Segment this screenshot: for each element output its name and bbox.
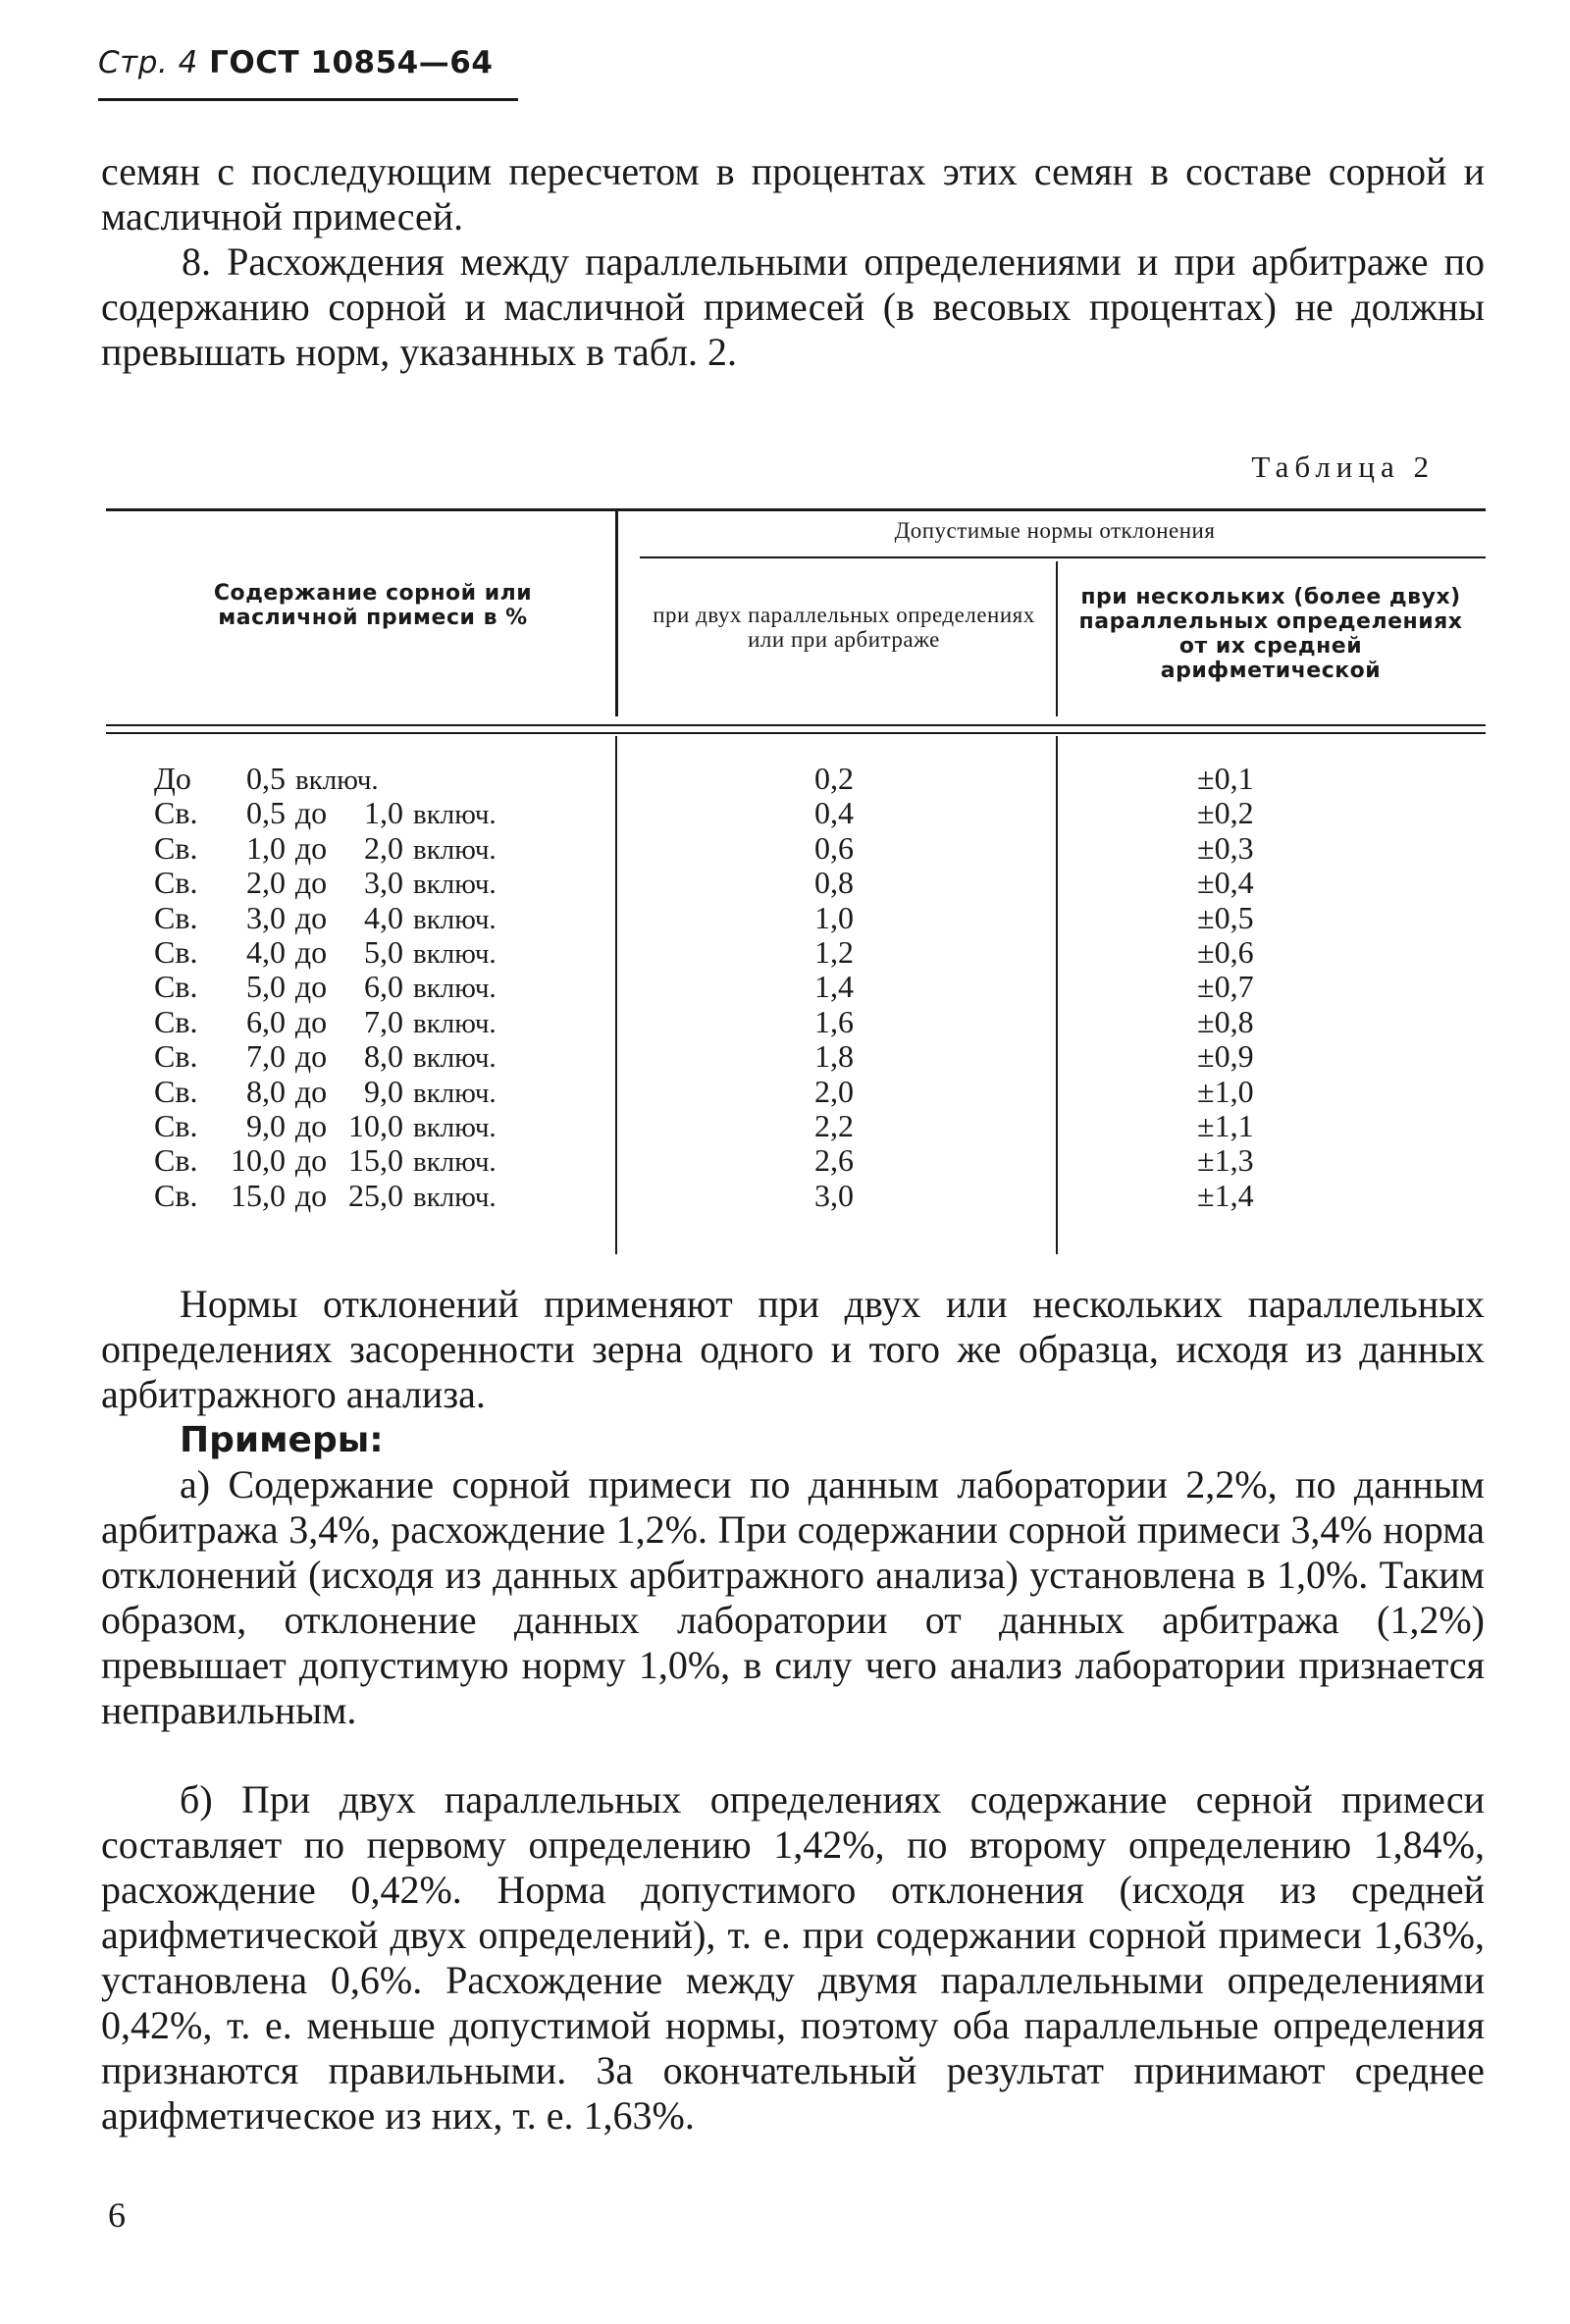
two-parallel-cell: 1,4 — [814, 969, 854, 1005]
range-k: включ. — [413, 937, 497, 970]
range-cell — [154, 935, 497, 972]
header-several-parallel: при нескольких (более двух) параллельных определениях от их средней арифметической — [1078, 585, 1463, 683]
range-k: включ. — [413, 799, 497, 831]
range-do: до — [294, 865, 328, 901]
two-parallel-cell: 3,0 — [814, 1177, 854, 1213]
examples-title: Примеры: — [180, 1420, 384, 1460]
range-do: до — [294, 1177, 328, 1213]
range-do: до — [294, 933, 328, 970]
range-pre: Св. — [154, 899, 198, 935]
range-b: 2,0 — [364, 829, 403, 866]
two-parallel-cell: 2,6 — [814, 1142, 854, 1179]
table-header-rule-2 — [106, 732, 1486, 734]
several-parallel-cell: ±0,2 — [1197, 795, 1254, 831]
range-b: 6,0 — [364, 969, 403, 1005]
example-a: а) Содержание сорной примеси по данным лаборатории 2,2%, по данным арбитража 3,4%, расхождение 1,2%. При содержании сорной примеси 3,4% норма отклонений (исходя из данных арбитражного анализа) установлена в 1,0%. Таким образом, отклонение данных лаборатории от данных арбитража (1,2%) превышает допустимую норму 1,0%, в силу чего анализ лаборатории признается неправильным. — [101, 1462, 1485, 1732]
range-b: 25,0 — [348, 1177, 403, 1213]
table-row — [0, 831, 1570, 866]
range-b: 5,0 — [364, 933, 403, 970]
range-k: включ. — [413, 1007, 497, 1039]
two-parallel-cell: 1,0 — [814, 899, 854, 935]
range-pre: До — [154, 761, 191, 796]
two-parallel-cell: 0,6 — [814, 829, 854, 866]
range-b: 3,0 — [364, 865, 403, 901]
range-b: 1,0 — [364, 795, 403, 831]
table-top-rule — [106, 508, 1486, 511]
table-group-rule — [640, 556, 1486, 558]
range-k: включ. — [413, 1181, 497, 1213]
several-parallel-cell: ±0,1 — [1197, 761, 1254, 796]
paragraph-continuation: семян с последующим пересчетом в процентах этих семян в составе сорной и масличной примесей. — [101, 149, 1485, 238]
table-row — [0, 762, 1570, 796]
range-a: 0,5 — [246, 761, 286, 796]
page-header-prefix: Стр. 4 — [98, 45, 198, 80]
range-cell — [154, 1109, 497, 1145]
table-vline-2 — [1056, 561, 1058, 716]
header-rule — [98, 98, 518, 101]
several-parallel-cell: ±1,3 — [1197, 1142, 1254, 1179]
range-a: 15,0 — [231, 1177, 286, 1213]
several-parallel-cell: ±1,4 — [1197, 1177, 1254, 1213]
range-cell — [154, 1179, 497, 1215]
range-b: 9,0 — [364, 1073, 403, 1109]
range-k: включ. — [413, 903, 497, 935]
range-do: до — [294, 829, 328, 866]
range-pre: Св. — [154, 969, 198, 1005]
range-a: 10,0 — [231, 1142, 286, 1179]
range-pre: Св. — [154, 1107, 198, 1143]
table-row — [0, 1039, 1570, 1074]
table-row — [0, 1143, 1570, 1178]
two-parallel-cell: 1,8 — [814, 1038, 854, 1075]
range-do: до — [294, 795, 328, 831]
range-b: 7,0 — [364, 1003, 403, 1039]
header-two-parallel: при двух параллельных определениях или при арбитраже — [653, 603, 1035, 652]
header-group: Допустимые нормы отклонения — [894, 518, 1216, 543]
range-a: 2,0 — [246, 865, 286, 901]
range-k: включ. — [413, 1042, 497, 1075]
range-cell — [154, 901, 497, 937]
range-do: до — [294, 1073, 328, 1109]
range-a: 0,5 — [246, 795, 286, 831]
range-a: 4,0 — [246, 933, 286, 970]
table-row — [0, 796, 1570, 830]
range-cell — [154, 796, 497, 832]
range-b: 15,0 — [348, 1142, 403, 1179]
table-row — [0, 1005, 1570, 1039]
several-parallel-cell: ±0,4 — [1197, 865, 1254, 901]
range-cell — [154, 831, 497, 868]
example-b: б) При двух параллельных определениях содержание серной примеси составляет по первому определению 1,42%, по второму определению 1,84%, расхождение 0,42%. Норма допустимого отклонения (исходя из средней арифметической двух определений), т. е. при содержании сорной примеси 1,63%, установлена 0,6%. Расхождение между двумя параллельными определениями 0,42%, т. е. меньше допустимой нормы, поэтому оба параллельные определения признаются правильными. За окончательный результат принимают среднее арифметическое из них, т. е. 1,63%. — [101, 1777, 1485, 2138]
range-do: до — [294, 1038, 328, 1075]
two-parallel-cell: 1,2 — [814, 933, 854, 970]
page-number: 6 — [108, 2195, 126, 2235]
range-b: 4,0 — [364, 899, 403, 935]
range-pre: Св. — [154, 1003, 198, 1039]
table-row — [0, 1109, 1570, 1143]
table-body — [0, 762, 1570, 1213]
range-cell — [154, 1143, 497, 1180]
range-a: 5,0 — [246, 969, 286, 1005]
table-row — [0, 1075, 1570, 1109]
range-b: 8,0 — [364, 1038, 403, 1075]
table-caption: Таблица 2 — [1251, 449, 1435, 484]
two-parallel-cell: 1,6 — [814, 1003, 854, 1039]
table-row — [0, 1179, 1570, 1213]
several-parallel-cell: ±0,6 — [1197, 933, 1254, 970]
range-pre: Св. — [154, 1073, 198, 1109]
table-vline-1 — [615, 508, 618, 716]
range-do: до — [294, 1107, 328, 1143]
header-content: Содержание сорной или масличной примеси в % — [213, 581, 533, 630]
two-parallel-cell: 0,4 — [814, 795, 854, 831]
range-a: 6,0 — [246, 1003, 286, 1039]
table-row — [0, 935, 1570, 970]
range-k: включ. — [413, 1077, 497, 1109]
range-pre: Св. — [154, 1038, 198, 1075]
range-cell — [154, 1075, 497, 1111]
several-parallel-cell: ±1,1 — [1197, 1107, 1254, 1143]
two-parallel-cell: 0,8 — [814, 865, 854, 901]
range-pre: Св. — [154, 829, 198, 866]
range-pre: Св. — [154, 1142, 198, 1179]
range-pre: Св. — [154, 1177, 198, 1213]
range-cell — [154, 970, 497, 1006]
range-a: 8,0 — [246, 1073, 286, 1109]
two-parallel-cell: 2,0 — [814, 1073, 854, 1109]
range-k: включ. — [413, 1111, 497, 1143]
paragraph-8: 8. Расхождения между параллельными определениями и при арбитраже по содержанию сорной и масличной примесей (в весовых процентах) не должны превышать норм, указанных в табл. 2. — [101, 239, 1485, 374]
range-cell — [154, 762, 379, 798]
table-row — [0, 970, 1570, 1004]
range-k: включ. — [413, 973, 497, 1005]
two-parallel-cell: 0,2 — [814, 761, 854, 796]
range-a: 7,0 — [246, 1038, 286, 1075]
range-cell — [154, 1005, 497, 1041]
range-cell — [154, 1039, 497, 1076]
range-b: 10,0 — [348, 1107, 403, 1143]
several-parallel-cell: ±0,9 — [1197, 1038, 1254, 1075]
range-a: 9,0 — [246, 1107, 286, 1143]
range-do: до — [294, 1003, 328, 1039]
several-parallel-cell: ±0,3 — [1197, 829, 1254, 866]
table-header-rule-1 — [106, 724, 1486, 726]
range-do: до — [294, 899, 328, 935]
range-pre: Св. — [154, 933, 198, 970]
range-k: включ. — [413, 869, 497, 901]
range-do: до — [294, 969, 328, 1005]
range-pre: Св. — [154, 795, 198, 831]
range-do: до — [294, 1142, 328, 1179]
range-k: включ. — [413, 833, 497, 866]
standard-number: ГОСТ 10854—64 — [209, 45, 494, 80]
range-cell — [154, 866, 497, 902]
range-a: 3,0 — [246, 899, 286, 935]
range-k: включ. — [413, 1146, 497, 1179]
two-parallel-cell: 2,2 — [814, 1107, 854, 1143]
paragraph-norms: Нормы отклонений применяют при двух или нескольких параллельных определениях засоренности зерна одного и того же образца, исходя из данных арбитражного анализа. — [101, 1282, 1485, 1416]
range-a: 1,0 — [246, 829, 286, 866]
table-row — [0, 866, 1570, 900]
several-parallel-cell: ±0,5 — [1197, 899, 1254, 935]
several-parallel-cell: ±0,8 — [1197, 1003, 1254, 1039]
range-k: включ. — [295, 765, 379, 796]
several-parallel-cell: ±1,0 — [1197, 1073, 1254, 1109]
table-row — [0, 901, 1570, 935]
page-header — [98, 45, 493, 80]
range-pre: Св. — [154, 865, 198, 901]
several-parallel-cell: ±0,7 — [1197, 969, 1254, 1005]
